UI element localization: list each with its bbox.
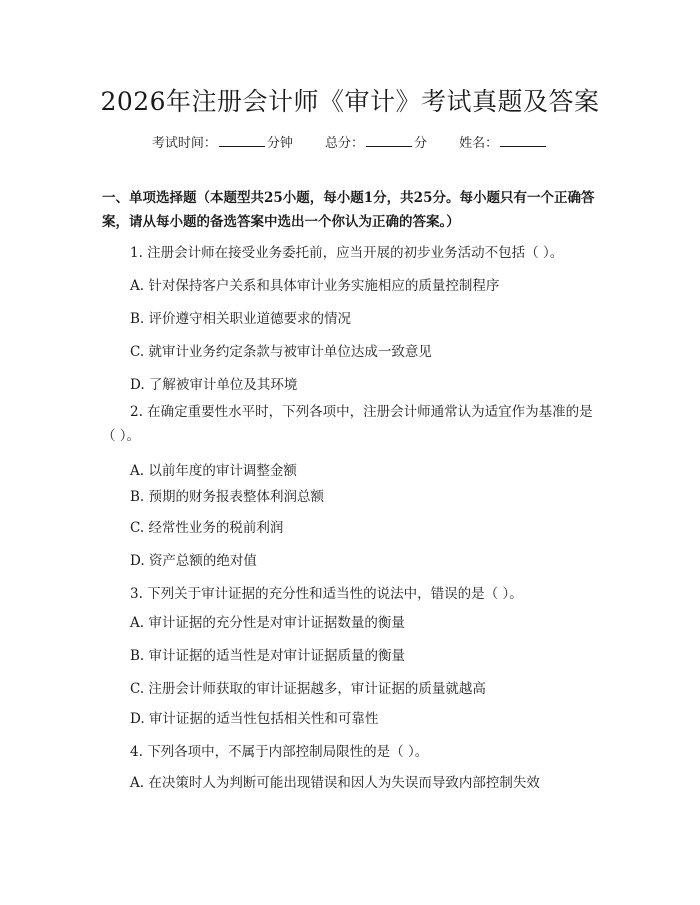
question-3-option-d: D. 审计证据的适当性包括相关性和可靠性 [130,711,379,727]
question-1-option-c: C. 就审计业务约定条款与被审计单位达成一致意见 [130,344,432,360]
question-3-option-b: B. 审计证据的适当性是对审计证据质量的衡量 [130,648,406,664]
candidate-name-blank[interactable] [500,134,546,147]
candidate-name [459,132,548,151]
question-2-option-b: B. 预期的财务报表整体利润总额 [130,489,325,505]
question-4-stem: 4. 下列各项中，不属于内部控制局限性的是（ ）。 [130,744,429,760]
exam-time [152,132,293,151]
question-3-option-a: A. 审计证据的充分性是对审计证据数量的衡量 [130,615,405,631]
total-score-unit: 分 [414,136,428,151]
exam-time-blank[interactable] [219,134,265,147]
total-score [325,132,427,151]
question-3-stem: 3. 下列关于审计证据的充分性和适当性的说法中，错误的是（ ）。 [130,586,523,602]
exam-time-unit: 分钟 [266,136,293,151]
section-heading: 一、单项选择题（本题型共25小题，每小题1分，共25分。每小题只有一个正确答案，请从每小题的备选答案中选出一个你认为正确的答案。） [102,190,595,230]
question-3-option-c: C. 注册会计师获取的审计证据越多，审计证据的质量就越高 [130,681,486,697]
exam-time-label: 考试时间： [151,136,217,151]
page-title: 2026年注册会计师《审计》考试真题及答案 [100,87,600,116]
question-2-stem: 2. 在确定重要性水平时，下列各项中，注册会计师通常认为适宜作为基准的是（ ）。 [102,404,593,444]
question-2-option-c: C. 经常性业务的税前利润 [130,520,284,536]
question-2-option-a: A. 以前年度的审计调整金额 [130,463,297,479]
question-4-option-a: A. 在决策时人为判断可能出现错误和因人为失误而导致内部控制失效 [130,775,540,791]
total-score-blank[interactable] [366,134,412,147]
exam-info-line [0,132,700,151]
question-2-option-d: D. 资产总额的绝对值 [130,553,257,569]
question-1-stem: 1. 注册会计师在接受业务委托前，应当开展的初步业务活动不包括（ ）。 [130,245,564,261]
question-1-option-d: D. 了解被审计单位及其环境 [130,377,298,393]
question-1-option-b: B. 评价遵守相关职业道德要求的情况 [130,311,352,327]
total-score-label: 总分： [324,136,364,151]
candidate-name-label: 姓名： [459,136,499,151]
question-1-option-a: A. 针对保持客户关系和具体审计业务实施相应的质量控制程序 [130,278,500,294]
